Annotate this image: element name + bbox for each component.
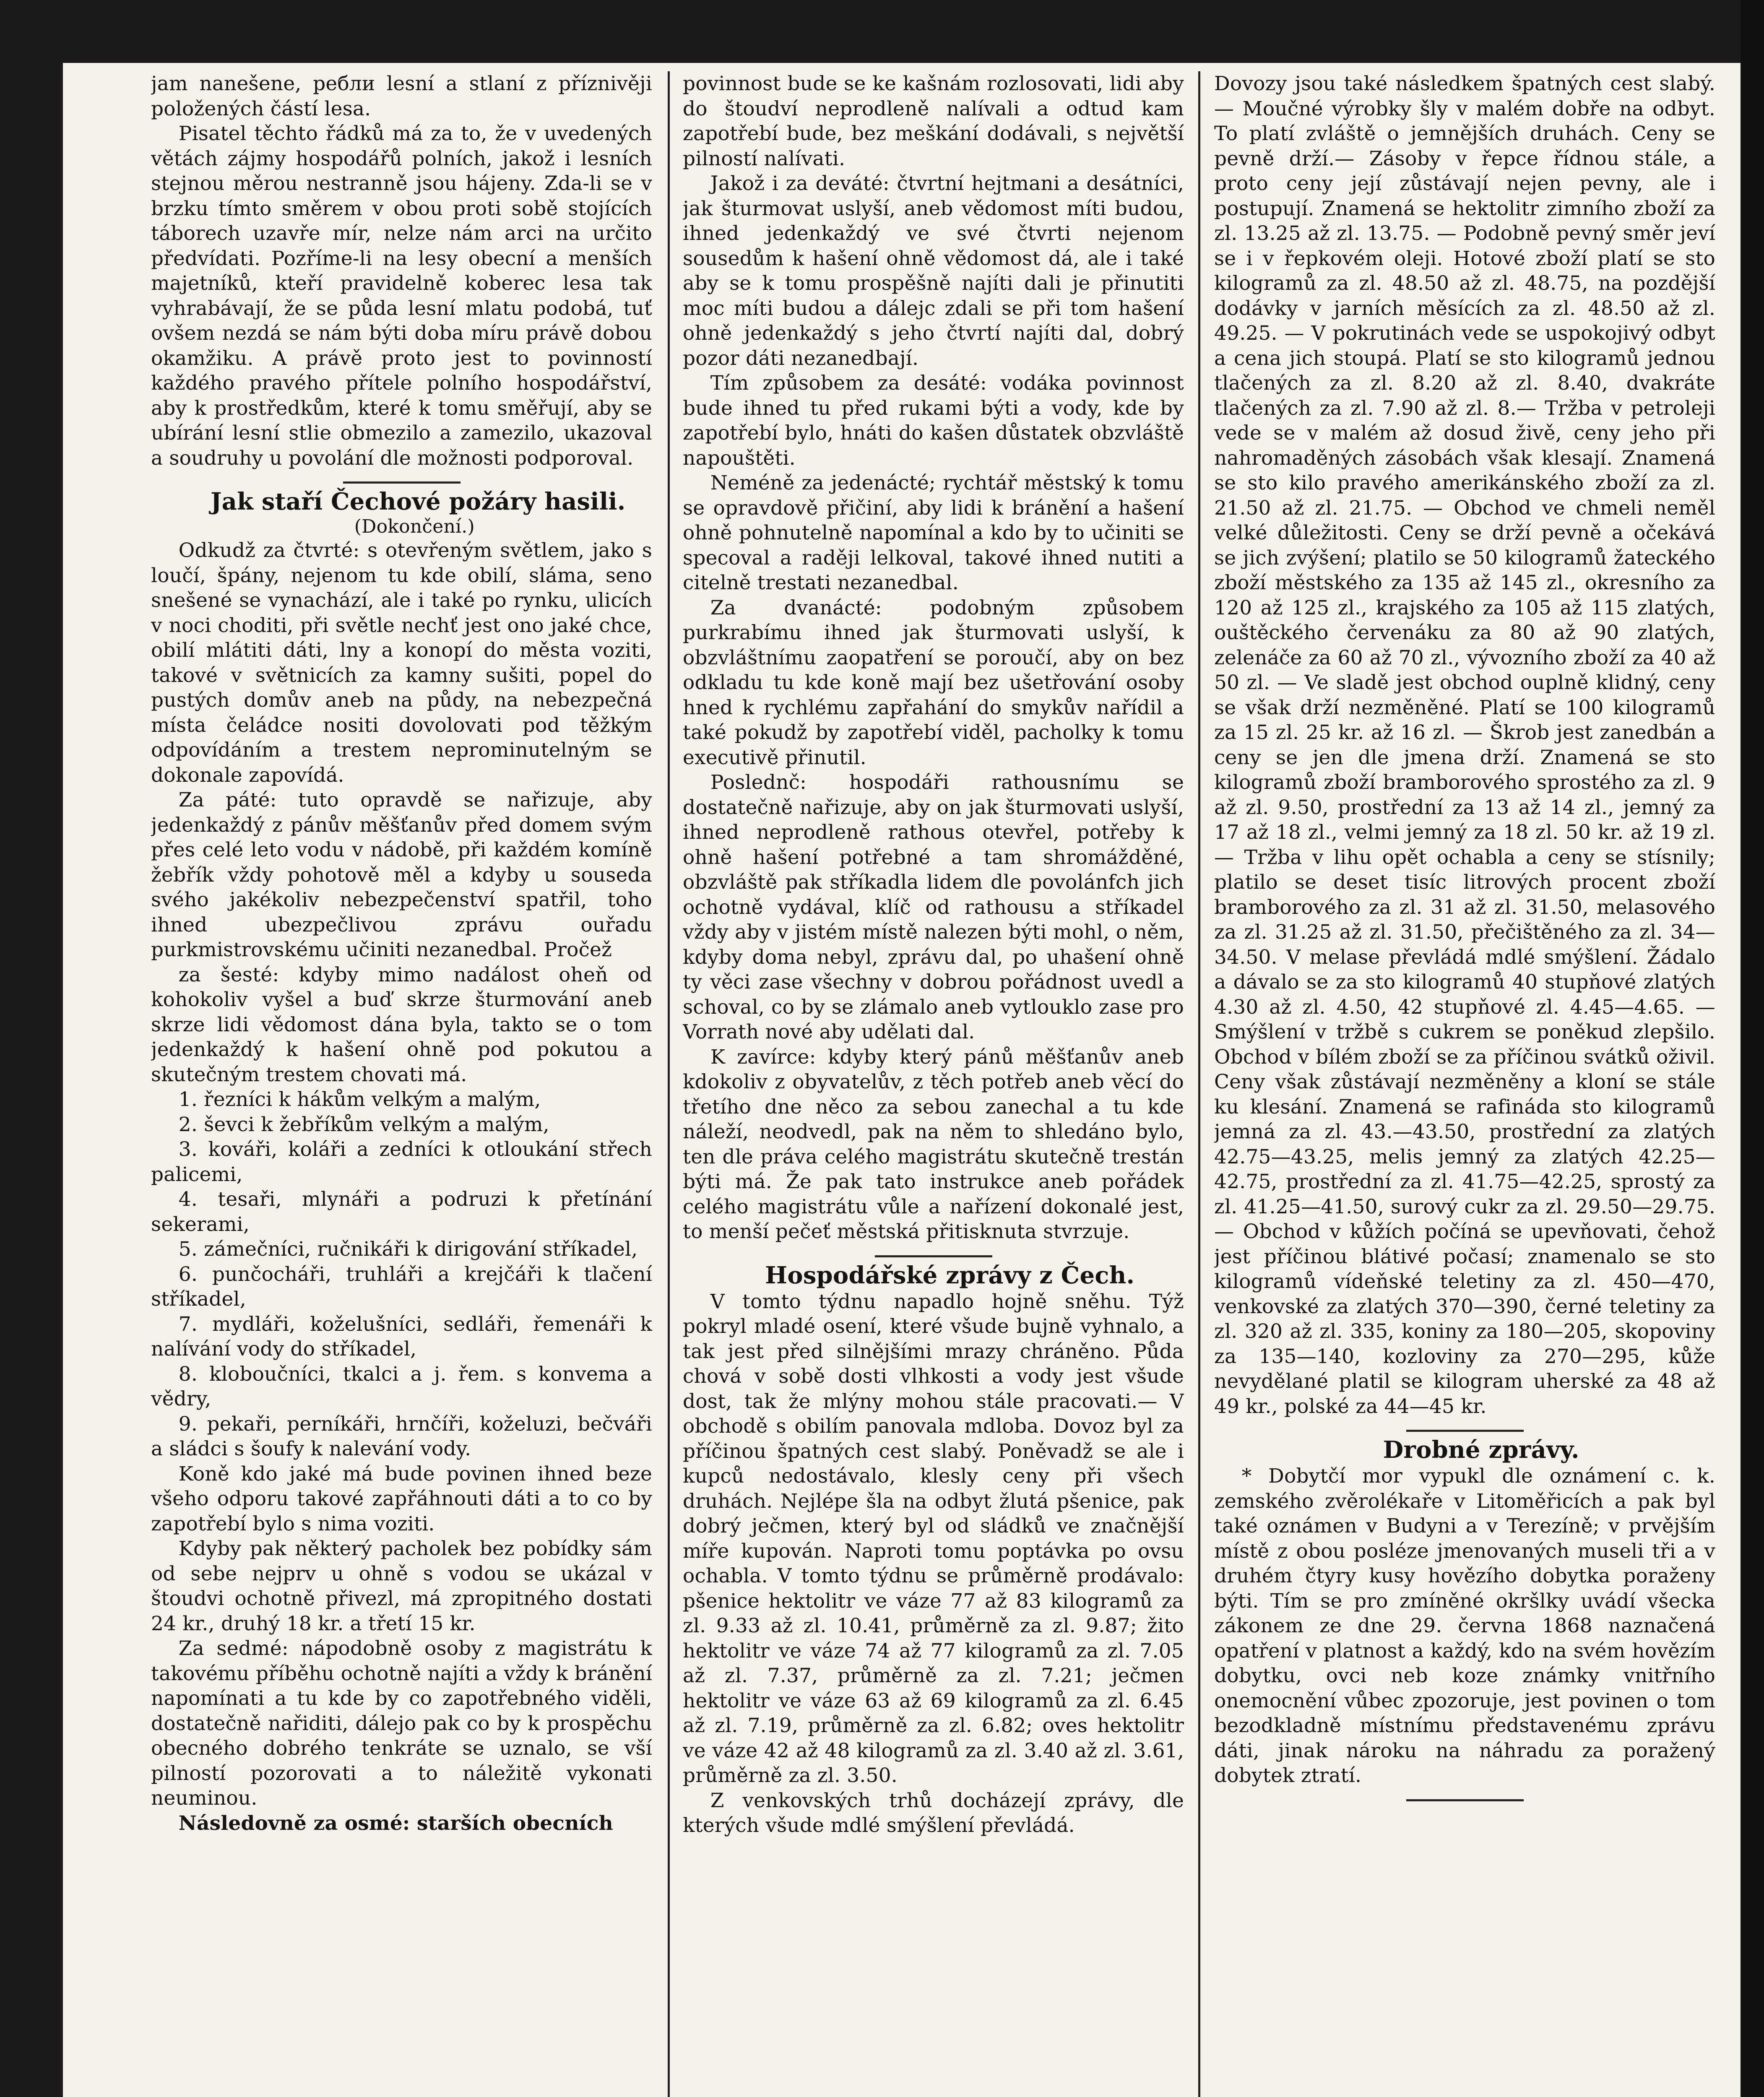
paragraph: Z venkovských trhů docházejí zprávy, dle kterých všude mdlé smýšlení převládá. bbox=[683, 1789, 1184, 1837]
paragraph: Tím způsobem za desáté: vodáka povinnost bude ihned tu před rukami býti a vody, kde by zapotřebí bylo, hnáti do kašen důstatek obzvláště napouštěti. bbox=[683, 372, 1184, 470]
column-2 bbox=[683, 71, 1184, 2097]
paragraph: Neméně za jedenácté; rychtář městský k tomu se opravdově přičiní, aby lidi k bránění a hašení ohně pohnutelně napomínal a kdo by to učiniti se specoval a raději lelkoval, takové ihned nutiti a citelně trestati nezanedbal. bbox=[683, 471, 1184, 594]
paragraph: K zavírce: kdyby který pánů měšťanův aneb kdokoliv z obyvatelův, z těch potřeb aneb věcí do třetího dne něco za sebou zanechal a tu kde náleží, neodvedl, pak na něm to shledáno bylo, ten dle práva celého magistrátu skutečně trestán býti má. Že pak tato instrukce aneb pořádek celého magistrátu vůle a nařízení dokonalé jest, to menší pečeť městská přitisknuta stvrzuje. bbox=[683, 1045, 1184, 1243]
paragraph: Za dvanácté: podobným způsobem purkrabímu ihned jak šturmovati uslyší, k obzvláštnímu zaopatření se poroučí, aby on bez odkladu tu kde koně mají bez ušetřování osoby hned k rychlému zapřahání do smykův nařídil a také pokudž by zapotřebí viděl, pacholky k tomu executivě přinutil. bbox=[683, 596, 1184, 769]
paragraph: Jakož i za deváté: čtvrtní hejtmani a desátníci, jak šturmovat uslyší, aneb vědomost míti budou, ihned jedenkaždý ve své čtvrti nejenom sousedům k hašení ohně vědomost dá, ale i také aby se k tomu prospěšně najíti dali je přinutiti moc míti budou a dálejc zdali se při tom hašení ohně jedenkaždý s jeho čtvrtí najíti dal, dobrý pozor dáti nezanedbají. bbox=[683, 172, 1184, 370]
list-item: 9. pekaři, perníkáři, hrnčíři, koželuzi, bečváři a sládci s šoufy k nalevání vody. bbox=[151, 1412, 652, 1460]
paragraph: za šesté: kdyby mimo nadálost oheň od kohokoliv vyšel a buď skrze šturmování aneb skrze lidi vědomost dána byla, takto se o tom jedenkaždý k hašení ohně pod pokutou a skutečným trestem chovati má. bbox=[151, 963, 652, 1086]
column-1 bbox=[151, 71, 652, 2097]
list-item: 1. řezníci k hákům velkým a malým, bbox=[178, 1088, 541, 1111]
list-item: 7. mydláři, koželušníci, sedláři, řemenáři k nalívání vody do stříkadel, bbox=[151, 1312, 652, 1361]
column-rule bbox=[668, 71, 670, 2097]
section-divider bbox=[1406, 1799, 1524, 1801]
section-divider bbox=[875, 1255, 992, 1257]
newspaper-page bbox=[151, 71, 1736, 2097]
article-title-farm-news: Hospodářské zprávy z Čech. bbox=[765, 1261, 1135, 1289]
scan-border-right bbox=[1741, 0, 1764, 2097]
paragraph: povinnost bude se ke kašnám rozlosovati, lidi aby do štoudví neprodleně nalívali a odtud kam zapotřebí bude, bez meškání dodávali, s největší pilností nalívati. bbox=[683, 72, 1184, 170]
paragraph: Koně kdo jaké má bude povinen ihned beze všeho odporu takové zapřáhnouti dáti a to co by zapotřebí bylo s nima voziti. bbox=[151, 1462, 652, 1535]
list-item: 2. ševci k žebříkům velkým a malým, bbox=[178, 1113, 549, 1136]
trades-list bbox=[151, 1087, 652, 1462]
scan-border-top bbox=[0, 0, 1764, 63]
column-3 bbox=[1214, 71, 1715, 2097]
paragraph: * Dobytčí mor vypukl dle oznámení c. k. zemského zvěrolékaře v Litoměřicích a pak byl také oznámen v Budyni a v Terezíně; v prvějším místě z obou posléze jmenovaných museli tři a v druhém čtyry kusy hovězího dobytka poraženy býti. Tím se pro zmíněné okršlky uvádí všecka zákonem ze dne 29. června 1868 naznačená opatření v platnost a každý, kdo na svém hovězím dobytku, ovci neb koze známky vnitřního onemocnění vůbec zpozoruje, jest povinen o tom bezodkladně místnímu představenému zprávu dáti, jinak nároku na náhradu za poražený dobytek ztratí. bbox=[1214, 1465, 1715, 1787]
list-item: 3. kováři, koláři a zedníci k otloukání střech palicemi, bbox=[151, 1138, 652, 1186]
list-item: 8. kloboučníci, tkalci a j. řem. s konvema a vědry, bbox=[151, 1362, 652, 1410]
scan-border-left bbox=[0, 0, 63, 2097]
paragraph: Dovozy jsou také následkem špatných cest slabý.— Moučné výrobky šly v malém dobře na odbyt. To platí zvláště o jemnějších druhách. Ceny se pevně drží.— Zásoby v řepce řídnou stále, a proto ceny její zůstávají nejen pevny, ale i postupují. Znamená se hektolitr zimního zboží za zl. 13.25 až zl. 13.75. — Podobně pevný směr jeví se i v řepkovém oleji. Hotové zboží platí se sto kilogramů za zl. 48.50 až zl. 48.75, na pozdější dodávky v jarních měsících za zl. 48.50 až zl. 49.25. — V pokrutinách vede se uspokojivý odbyt a cena jich stoupá. Platí se sto kilogramů jednou tlačených za zl. 8.20 až zl. 8.40, dvakráte tlačených za zl. 7.90 až zl. 8.— Tržba v petroleji vede se v malém až dosud živě, ceny jeho při nahromaděných zásobách však klesají. Znamená se sto kilo pravého amerikánského zboží za zl. 21.50 až zl. 21.75. — Obchod ve chmeli neměl velké důležitosti. Ceny se drží pevně a očekává se jich zvýšení; platilo se 50 kilogramů žateckého zboží městského za 135 až 145 zl., okresního za 120 až 125 zl., krajského za 105 až 115 zlatých, ouštěckého červenáku za 80 až 90 zlatých, zelenáče za 60 až 70 zl., vývozního zboží za 40 až 50 zl. — Ve sladě jest obchod ouplně klidný, ceny se však drží nezměněné. Platí se 100 kilogramů za 15 zl. 25 kr. až 16 zl. — Škrob jest zanedbán a ceny se jen dle jmena drží. Znamená se sto kilogramů zboží bramborového sprostého za zl. 9 až zl. 9.50, prostřední za 13 až 14 zl., jemný za 17 až 18 zl., velmi jemný za 18 zl. 50 kr. až 19 zl. — Tržba v lihu opět ochabla a ceny se stísnily; platilo se deset tisíc litrových procent zboží bramborového za zl. 31 až zl. 31.50, melasového za zl. 31.25 až zl. 31.50, přečištěného za zl. 34—34.50. V melase převládá mdlé smýšlení. Žádalo a dávalo se za sto kilogramů 40 stupňové zlatých 4.30 až zl. 4.50, 42 stupňové zl. 4.45—4.65. — Smýšlení v tržbě s cukrem se poněkud zlepšilo. Obchod v bílém zboží se za příčinou svátků oživil. Ceny však zůstávají nezměněny a kloní se stále ku klesání. Znamená se rafináda sto kilogramů jemná za zl. 43.—43.50, prostřední za zlatých 42.75—43.25, melis jemný za zlatých 42.25—42.75, prostřední za zl. 41.75—42.25, sprostý za zl. 41.25—41.50, surový cukr za zl. 29.50—29.75. — Obchod v kůžích počíná se upevňovati, čehož jest příčinou blátivé počasí; znamenalo se sto kilogramů vídeňské teletiny za zl. 450—470, venkovské za zlatých 370—390, černé teletiny za zl. 320 až zl. 335, koniny za 180—205, skopoviny za 135—140, kozloviny za 270—295, kůže nevydělané platil se kilogram uherské za 48 až 49 kr., polské za 44—45 kr. bbox=[1214, 72, 1715, 1418]
list-item: 4. tesaři, mlynáři a podruzi k přetínání sekerami, bbox=[151, 1188, 652, 1236]
paragraph: Kdyby pak některý pacholek bez pobídky sám od sebe nejprv u ohně s vodou se ukázal v štoudvi ochotně přivezl, má zpropitného dostati 24 kr., druhý 18 kr. a třetí 15 kr. bbox=[151, 1537, 652, 1635]
article-subtitle: (Dokončení.) bbox=[354, 516, 475, 537]
article-title-short-news: Drobné zprávy. bbox=[1383, 1436, 1579, 1464]
article-title-fires: Jak staří Čechové požáry hasili. bbox=[210, 488, 626, 515]
paragraph: V tomto týdnu napadlo hojně sněhu. Týž pokryl mladé osení, které všude bujně vyhnalo, a tak jest před silnějšími mrazy chráněno. Půda chová v sobě dosti vlhkosti a vody jest všude dost, tak že mlýny mohou stále pracovati.— V obchodě s obilím panovala mdloba. Dovoz byl za příčinou špatných cest slabý. Poněvadž se ale i kupců nedostávalo, klesly ceny při všech druhách. Nejlépe šla na odbyt žlutá pšenice, pak dobrý ječmen, který byl od sládků ve značnější míře kupován. Naproti tomu poptávka po ovsu ochabla. V tomto týdnu se průměrně prodávalo: pšenice hektolitr ve váze 77 až 83 kilogramů za zl. 9.33 až zl. 10.41, průměrně za zl. 9.87; žito hektolitr ve váze 74 až 77 kilogramů za zl. 7.05 až zl. 7.37, průměrně za zl. 7.21; ječmen hektolitr ve váze 63 až 69 kilogramů za zl. 6.45 až zl. 7.19, průměrně za zl. 6.82; oves hektolitr ve váze 42 až 48 kilogramů za zl. 3.40 až zl. 3.61, průměrně za zl. 3.50. bbox=[683, 1290, 1184, 1787]
list-item: 5. zámečníci, ručnikáři k dirigování stříkadel, bbox=[178, 1238, 638, 1261]
paragraph: Následovně za osmé: starších obecních bbox=[178, 1811, 613, 1835]
paragraph: Pisatel těchto řádků má za to, že v uvedených větách zájmy hospodářů polních, jakož i lesních stejnou měrou nestranně jsou hájeny. Zda-li se v brzku tímto směrem v obou proti sobě stojících táborech uzavře mír, nelze nám arci na určito předvídati. Pozříme-li na lesy obecní a menších majetníků, kteří pravidelně koberec lesa tak vyhrabávají, že se půda lesní mlatu podobá, tuť ovšem nezdá se nám býti doba míru právě dobou okamžiku. A právě proto jest to povinností každého pravého přítele polního hospodářství, aby k prostředkům, které k tomu směřují, aby se ubírání lesní stlie obmezilo a zamezilo, ukazoval a soudruhy u povolání dle možnosti podporoval. bbox=[151, 122, 652, 470]
paragraph: Poslednč: hospodáři rathousnímu se dostatečně nařizuje, aby on jak šturmovati uslyší, ihned neprodleně rathous otevřel, potřeby k ohně hašení potřebné a tam shromážděné, obzvláště pak stříkadla lidem dle povolánfch jich ochotně vydával, klíč od rathousu a stříkadel vždy aby v jistém místě nalezen býti mohl, o něm, kdyby doma nebyl, zprávu dal, po uhašení ohně ty věci zase všechny v dobrou pořádnost uvedl a schoval, co by se zlámalo aneb vytlouklo zase pro Vorrath nové aby udělati dal. bbox=[683, 771, 1184, 1043]
list-item: 6. punčocháři, truhláři a krejčáři k tlačení stříkadel, bbox=[151, 1262, 652, 1311]
paragraph: Za sedmé: nápodobně osoby z magistrátu k takovému příběhu ochotně najíti a vždy k bránění napomínati a tu kde by co zapotřebného viděli, dostatečně nařiditi, dálejo pak co by k prospěchu obecného dobrého tenkráte se uznalo, se vší pilností pozorovati a to náležitě vykonati neuminou. bbox=[151, 1637, 652, 1810]
paragraph: jam nanešene, ребли lesní a stlaní z příznivěji položených částí lesa. bbox=[151, 72, 652, 120]
column-rule bbox=[1198, 71, 1200, 2097]
section-divider bbox=[343, 481, 461, 484]
section-divider bbox=[1406, 1430, 1524, 1432]
paragraph: Za páté: tuto opravdě se nařizuje, aby jedenkaždý z pánův měšťanův před domem svým přes celé leto vodu v nádobě, při každém komíně žebřík vždy pohotově měl a kdyby u souseda svého jakékoliv nebezpečenství spatřil, toho ihned ubezpečlivou zprávu ouřadu purkmistrovskému učiniti nezanedbal. Pročež bbox=[151, 788, 652, 961]
paragraph: Odkudž za čtvrté: s otevřeným světlem, jako s loučí, špány, nejenom tu kde obilí, sláma, seno snešené se vynachází, ale i také po rynku, ulicích v noci choditi, při světle nechť jest ono jaké chce, obilí mlátiti dáti, lny a konopí do města voziti, takové v světnicích za kamny sušiti, popel do pustých domův aneb na půdy, na nebezpečná místa čeládce nositi dovolovati pod těžkým odpovídáním a trestem neprominutelným se dokonale zapovídá. bbox=[151, 539, 652, 787]
